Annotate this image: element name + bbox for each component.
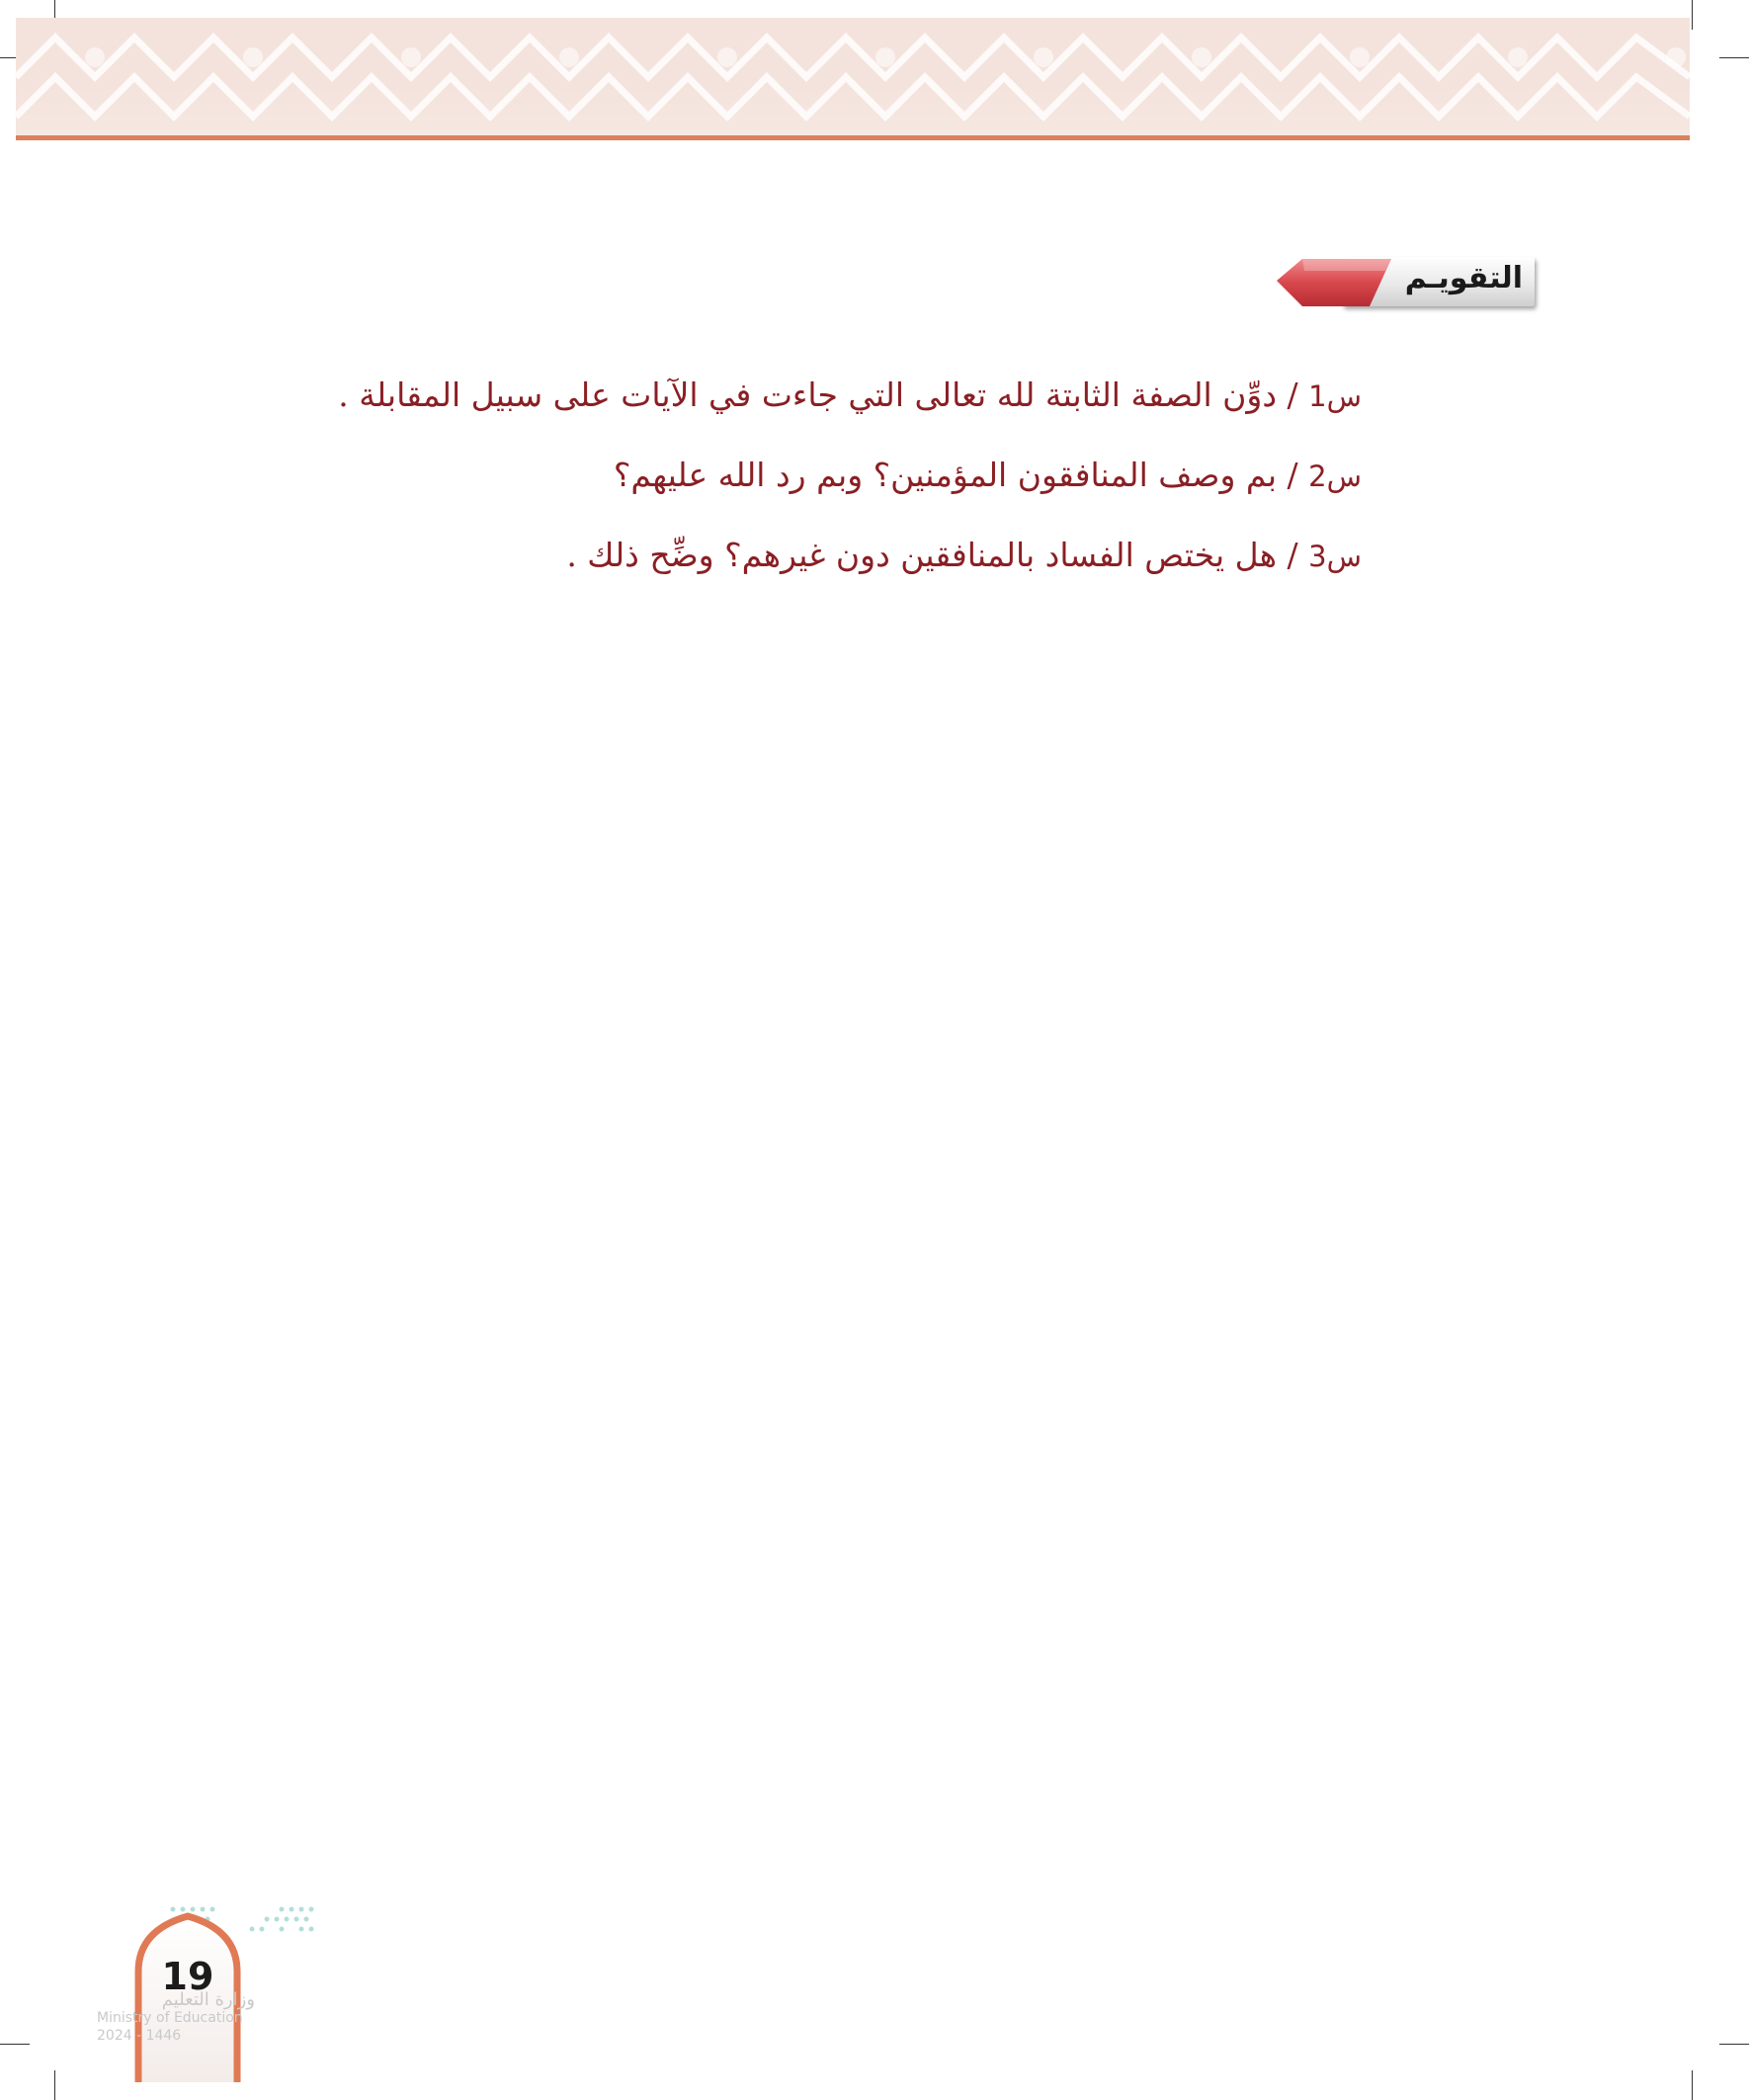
header-rule — [16, 135, 1690, 140]
ministry-name-ar: وزارة التعليم — [161, 1989, 255, 2010]
question-number: س2 — [1308, 460, 1362, 493]
question-number: س1 — [1308, 379, 1362, 413]
crop-mark — [1692, 0, 1693, 30]
page-number: 19 — [161, 1955, 214, 1998]
header-pattern-band — [16, 18, 1690, 136]
ministry-year: 2024 - 1446 — [97, 2028, 182, 2044]
question-text: / بم وصف المنافقون المؤمنين؟ وبم رد الله عليهم؟ — [613, 456, 1298, 494]
crop-mark — [1692, 2070, 1693, 2100]
crop-mark — [1719, 57, 1749, 58]
ministry-name-en: Ministry of Education — [97, 2010, 243, 2026]
crop-mark — [1719, 2044, 1749, 2045]
section-title: التقويـم — [1404, 261, 1523, 295]
question-text: / هل يختص الفساد بالمنافقين دون غيرهم؟ وضِّح ذلك . — [566, 536, 1298, 574]
crop-mark — [0, 2044, 30, 2045]
crop-mark — [54, 2070, 55, 2100]
question-item — [338, 356, 1362, 436]
question-item — [354, 436, 1362, 516]
question-number: س3 — [1308, 540, 1362, 573]
question-text: / دوِّن الصفة الثابتة لله تعالى التي جاءت في الآيات على سبيل المقابلة . — [338, 376, 1298, 414]
questions-list — [338, 356, 1362, 596]
red-arrow-icon — [1275, 255, 1393, 310]
question-item — [354, 516, 1362, 596]
section-heading — [1275, 255, 1537, 310]
header-fade — [16, 18, 1690, 136]
ministry-watermark — [97, 1991, 255, 2045]
